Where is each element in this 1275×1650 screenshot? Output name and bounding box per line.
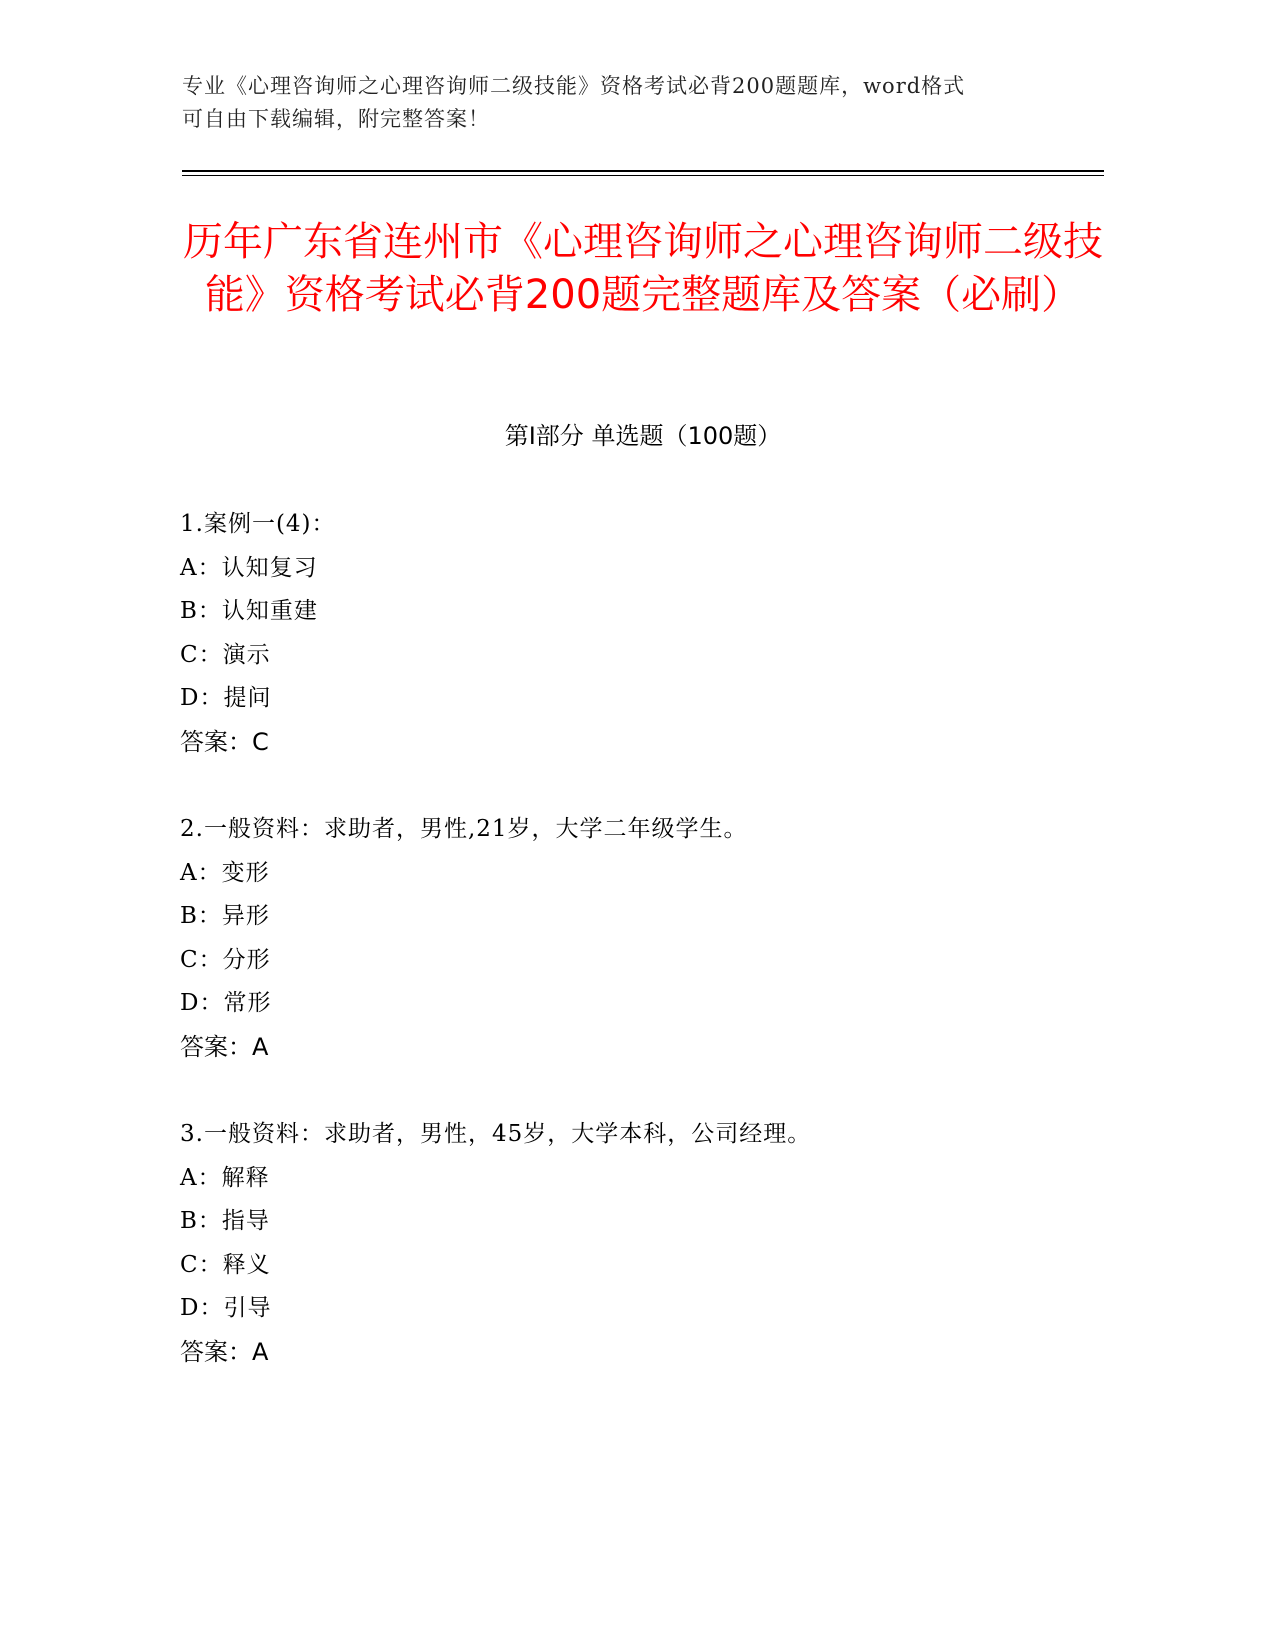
option-b: B：指导 bbox=[180, 1208, 270, 1234]
question-3 bbox=[180, 1113, 1080, 1374]
header-rule-thick bbox=[182, 170, 1104, 172]
question-stem: 2.一般资料：求助者，男性,21岁，大学二年级学生。 bbox=[180, 816, 748, 842]
document-title: 历年广东省连州市《心理咨询师之心理咨询师二级技能》资格考试必背200题完整题库及答案（必刷） bbox=[183, 219, 1103, 318]
question-stem: 3.一般资料：求助者，男性，45岁，大学本科，公司经理。 bbox=[180, 1121, 812, 1147]
header-rule-thin bbox=[182, 175, 1104, 176]
question-1 bbox=[180, 503, 1080, 764]
answer: 答案：A bbox=[180, 1337, 269, 1366]
option-d: D：常形 bbox=[180, 990, 272, 1016]
question-2 bbox=[180, 808, 1080, 1069]
option-c: C：分形 bbox=[180, 946, 271, 973]
header-note: 专业《心理咨询师之心理咨询师二级技能》资格考试必背200题题库，word格式 可自由下载编辑，附完整答案！ bbox=[182, 74, 966, 131]
option-a: A：变形 bbox=[180, 859, 270, 886]
question-stem: 1.案例一(4)： bbox=[180, 511, 336, 537]
section-title: 第Ⅰ部分 单选题（100题） bbox=[504, 422, 782, 450]
option-a: A：认知复习 bbox=[180, 554, 318, 581]
answer: 答案：C bbox=[180, 727, 269, 756]
option-c: C：释义 bbox=[180, 1251, 271, 1278]
option-a: A：解释 bbox=[180, 1164, 270, 1191]
option-d: D：引导 bbox=[180, 1295, 272, 1321]
option-b: B：认知重建 bbox=[180, 598, 318, 624]
option-b: B：异形 bbox=[180, 903, 270, 929]
option-c: C：演示 bbox=[180, 641, 271, 668]
answer: 答案：A bbox=[180, 1032, 269, 1061]
option-d: D：提问 bbox=[180, 685, 272, 711]
